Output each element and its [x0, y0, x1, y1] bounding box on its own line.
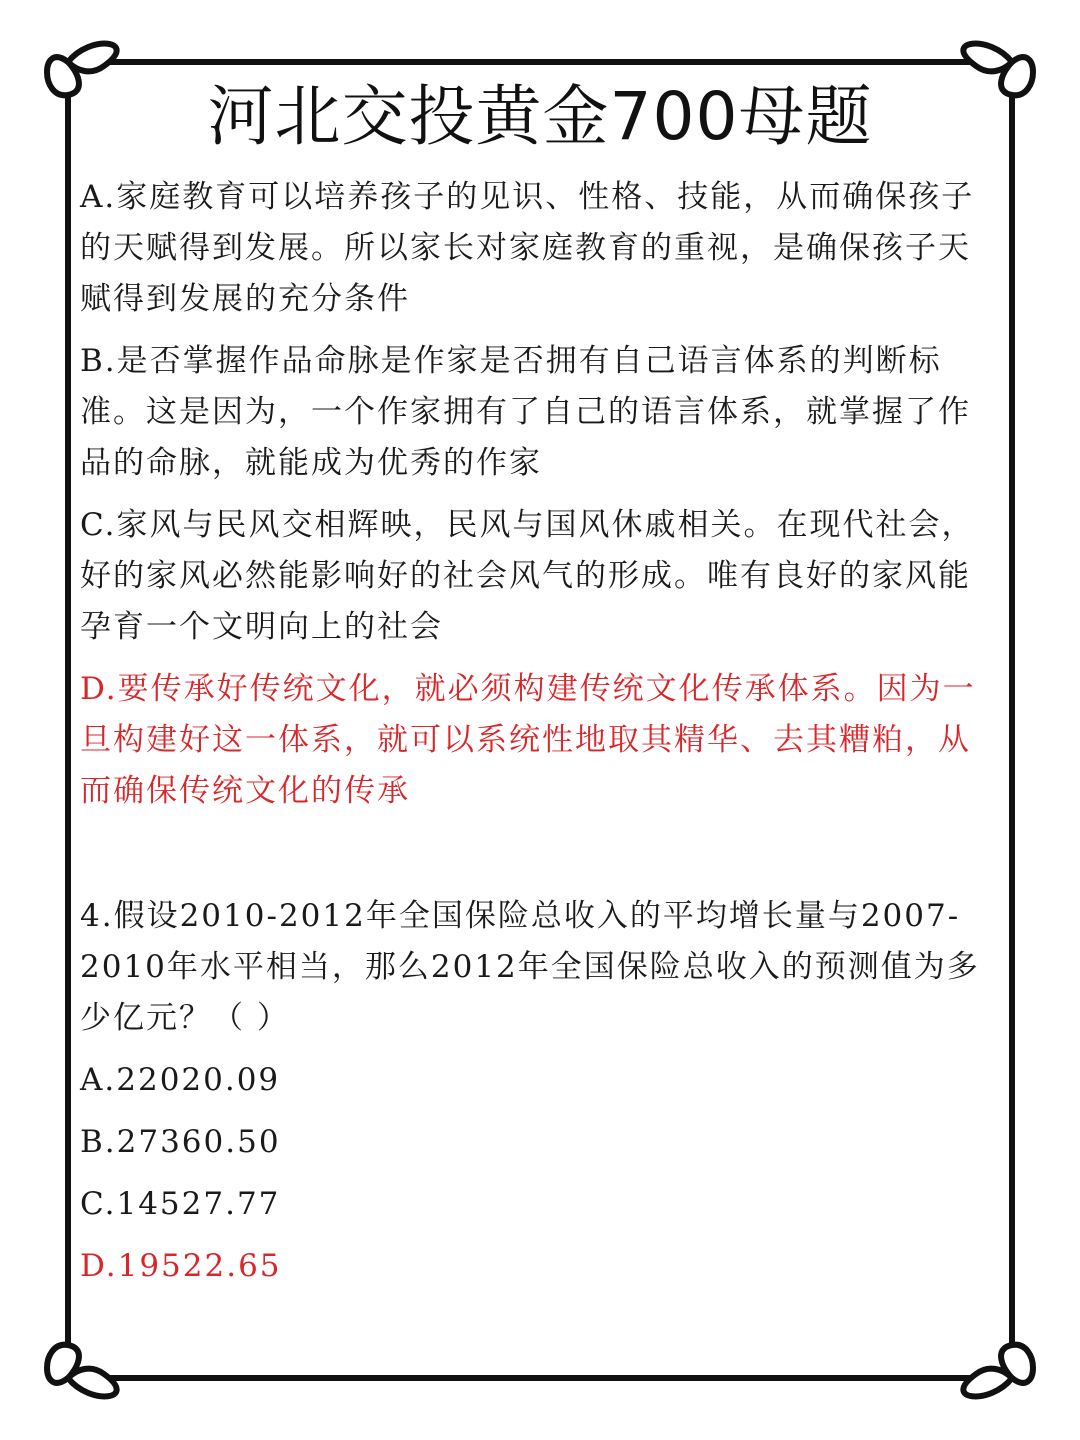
q3-option-b: B.是否掌握作品命脉是作家是否拥有自己语言体系的判断标准。这是因为，一个作家拥有了自己的语言体系，就掌握了作品的命脉，就能成为优秀的作家: [80, 343, 971, 481]
corner-bow-bottom-left-icon: [47, 1345, 117, 1397]
section-spacer: [80, 828, 1000, 891]
q4-stem: 4.假设2010-2012年全国保险总收入的平均增长量与2007-2010年水平相当，那么2012年全国保险总收入的预测值为多少亿元？（ ）: [80, 898, 980, 1036]
corner-bow-bottom-right-icon: [963, 1345, 1033, 1397]
q4-option-d-answer: D.19522.65: [80, 1248, 282, 1284]
q4-option-c: C.14527.77: [80, 1186, 281, 1222]
q4-option-b: B.27360.50: [80, 1124, 281, 1160]
q3-option-a: A.家庭教育可以培养孩子的见识、性格、技能，从而确保孩子的天赋得到发展。所以家长对家庭教育的重视，是确保孩子天赋得到发展的充分条件: [80, 179, 975, 317]
q4-option-a: A.22020.09: [80, 1062, 281, 1098]
page-title: 河北交投黄金700母题: [207, 78, 873, 155]
q3-option-d-answer: D.要传承好传统文化，就必须构建传统文化传承体系。因为一旦构建好这一体系，就可以系统性地取其精华、去其糟粕，从而确保传统文化的传承: [80, 671, 976, 809]
question-content: [80, 172, 1000, 1303]
q3-option-c: C.家风与民风交相辉映，民风与国风休戚相关。在现代社会，好的家风必然能影响好的社会风气的形成。唯有良好的家风能孕育一个文明向上的社会: [80, 507, 975, 645]
